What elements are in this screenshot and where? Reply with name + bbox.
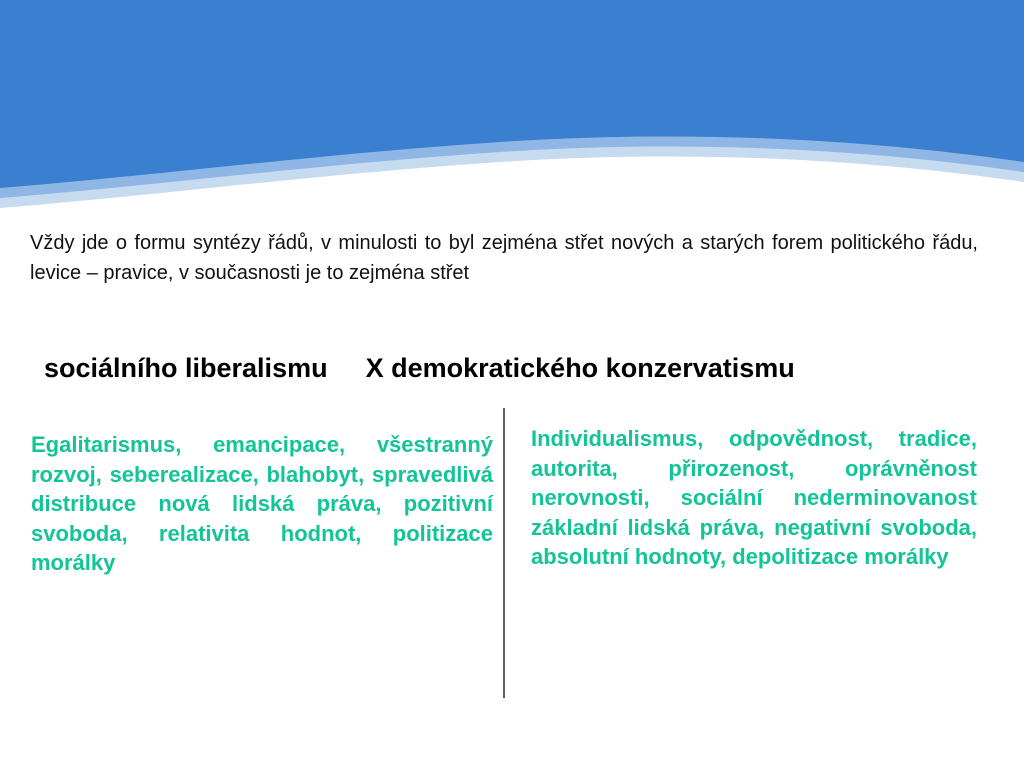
column-divider <box>503 408 505 698</box>
intro-paragraph: Vždy jde o formu syntézy řádů, v minulosti to byl zejména střet nových a starých forem politického řádu, levice – pravice, v současnosti je to zejména střet <box>30 232 978 284</box>
headline-left: sociálního liberalismu <box>44 353 328 383</box>
left-column-text: Egalitarismus, emancipace, všestranný rozvoj, seberealizace, blahobyt, spravedlivá distribuce nová lidská práva, pozitivní svoboda, relativita hodnot, politizace morálky <box>31 432 493 575</box>
header-wave-banner <box>0 0 1024 230</box>
headline-right: X demokratického konzervatismu <box>365 353 795 383</box>
right-column-text: Individualismus, odpovědnost, tradice, autorita, přirozenost, oprávněnost nerovnosti, sociální nederminovanost základní lidská práva, negativní svoboda, absolutní hodnoty, depolitizace morálky <box>531 426 977 569</box>
comparison-headline <box>44 353 984 384</box>
